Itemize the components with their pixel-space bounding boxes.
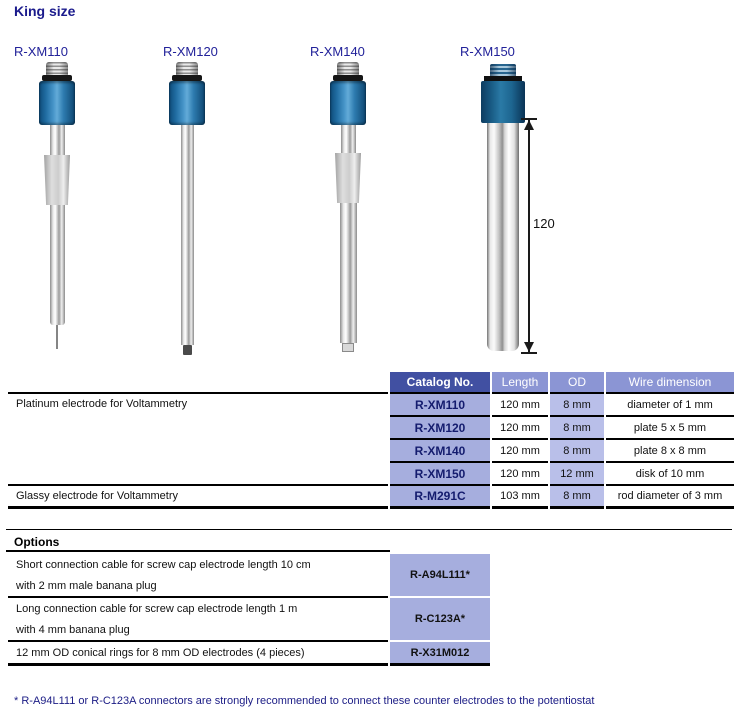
- screw-cap-icon: [176, 62, 198, 75]
- product-label-rxm110: R-XM110: [14, 44, 68, 59]
- separator-line: [6, 529, 732, 530]
- electrode-collar: [335, 153, 361, 203]
- group-label-glassy: Glassy electrode for Voltammetry: [8, 486, 388, 509]
- option-line1: 12 mm OD conical rings for 8 mm OD electrodes (4 pieces): [16, 646, 305, 659]
- option-line2: with 4 mm banana plug: [16, 623, 130, 636]
- screw-cap-icon: [46, 62, 68, 75]
- dimension-annotation: [521, 119, 537, 353]
- catalog-cell: R-XM140: [390, 440, 490, 463]
- wire-cell: plate 8 x 8 mm: [606, 440, 734, 463]
- screw-cap-icon: [337, 62, 359, 75]
- wire-cell: disk of 10 mm: [606, 463, 734, 486]
- options-heading: Options: [6, 535, 390, 552]
- catalog-cell: R-M291C: [390, 486, 490, 509]
- dimension-label: 120: [533, 216, 555, 231]
- table-row: [8, 394, 734, 417]
- col-header-length: Length: [492, 372, 548, 394]
- option-catalog-cell: R-C123A*: [390, 598, 490, 642]
- screw-thread-icon: [490, 64, 516, 76]
- group-label-platinum: Platinum electrode for Voltammetry: [8, 394, 388, 486]
- length-cell: 120 mm: [492, 417, 548, 440]
- option-row: [8, 642, 490, 666]
- col-header-od: OD: [550, 372, 604, 394]
- length-cell: 120 mm: [492, 463, 548, 486]
- page-title: King size: [14, 3, 76, 19]
- electrode-figure-rxm140: [323, 62, 373, 352]
- option-description: [8, 554, 388, 598]
- electrode-figure-rxm110: [32, 62, 82, 349]
- od-cell: 8 mm: [550, 394, 604, 417]
- electrode-shaft: [181, 125, 194, 345]
- wire-cell: rod diameter of 3 mm: [606, 486, 734, 509]
- length-cell: 103 mm: [492, 486, 548, 509]
- electrode-body: [330, 81, 366, 125]
- product-label-rxm120: R-XM120: [163, 44, 218, 59]
- option-line1: Long connection cable for screw cap electrode length 1 m: [16, 602, 298, 615]
- table-header-row: [8, 372, 734, 394]
- electrode-body: [39, 81, 75, 125]
- table-row: [8, 486, 734, 509]
- od-cell: 8 mm: [550, 440, 604, 463]
- arrow-down-icon: [524, 342, 534, 352]
- dimension-tbar-bottom: [521, 352, 537, 354]
- options-table: [6, 554, 492, 666]
- electrode-body: [169, 81, 205, 125]
- plate-tip: [342, 343, 354, 352]
- od-cell: 12 mm: [550, 463, 604, 486]
- footnote: * R-A94L111 or R-C123A connectors are strongly recommended to connect these counter electrodes to the potentiostat: [14, 695, 595, 707]
- plate-tip: [183, 345, 192, 355]
- col-header-catalog: Catalog No.: [390, 372, 490, 394]
- catalog-cell: R-XM120: [390, 417, 490, 440]
- option-description: [8, 598, 388, 642]
- option-line1: Short connection cable for screw cap electrode length 10 cm: [16, 558, 311, 571]
- od-cell: 8 mm: [550, 486, 604, 509]
- spec-table: [6, 372, 736, 509]
- product-label-rxm150: R-XM150: [460, 44, 515, 59]
- arrow-up-icon: [524, 120, 534, 130]
- glass-tube: [487, 123, 519, 351]
- length-cell: 120 mm: [492, 394, 548, 417]
- electrode-tube: [50, 205, 65, 325]
- col-header-wire: Wire dimension: [606, 372, 734, 394]
- electrode-neck: [50, 125, 65, 155]
- catalog-cell: R-XM150: [390, 463, 490, 486]
- wire-tip: [56, 325, 58, 349]
- header-desc-spacer: [8, 372, 388, 394]
- electrode-figure-rxm120: [162, 62, 212, 355]
- option-row: [8, 598, 490, 642]
- od-cell: 8 mm: [550, 417, 604, 440]
- wire-cell: plate 5 x 5 mm: [606, 417, 734, 440]
- option-catalog-cell: R-A94L111*: [390, 554, 490, 598]
- product-label-rxm140: R-XM140: [310, 44, 365, 59]
- dimension-line: [528, 119, 530, 353]
- electrode-tube: [340, 203, 357, 343]
- length-cell: 120 mm: [492, 440, 548, 463]
- electrode-cap: [481, 81, 525, 123]
- option-catalog-cell: R-X31M012: [390, 642, 490, 666]
- option-row: [8, 554, 490, 598]
- electrode-collar: [44, 155, 70, 205]
- catalog-cell: R-XM110: [390, 394, 490, 417]
- wire-cell: diameter of 1 mm: [606, 394, 734, 417]
- option-line2: with 2 mm male banana plug: [16, 579, 157, 592]
- electrode-neck: [341, 125, 356, 153]
- option-description: [8, 642, 388, 666]
